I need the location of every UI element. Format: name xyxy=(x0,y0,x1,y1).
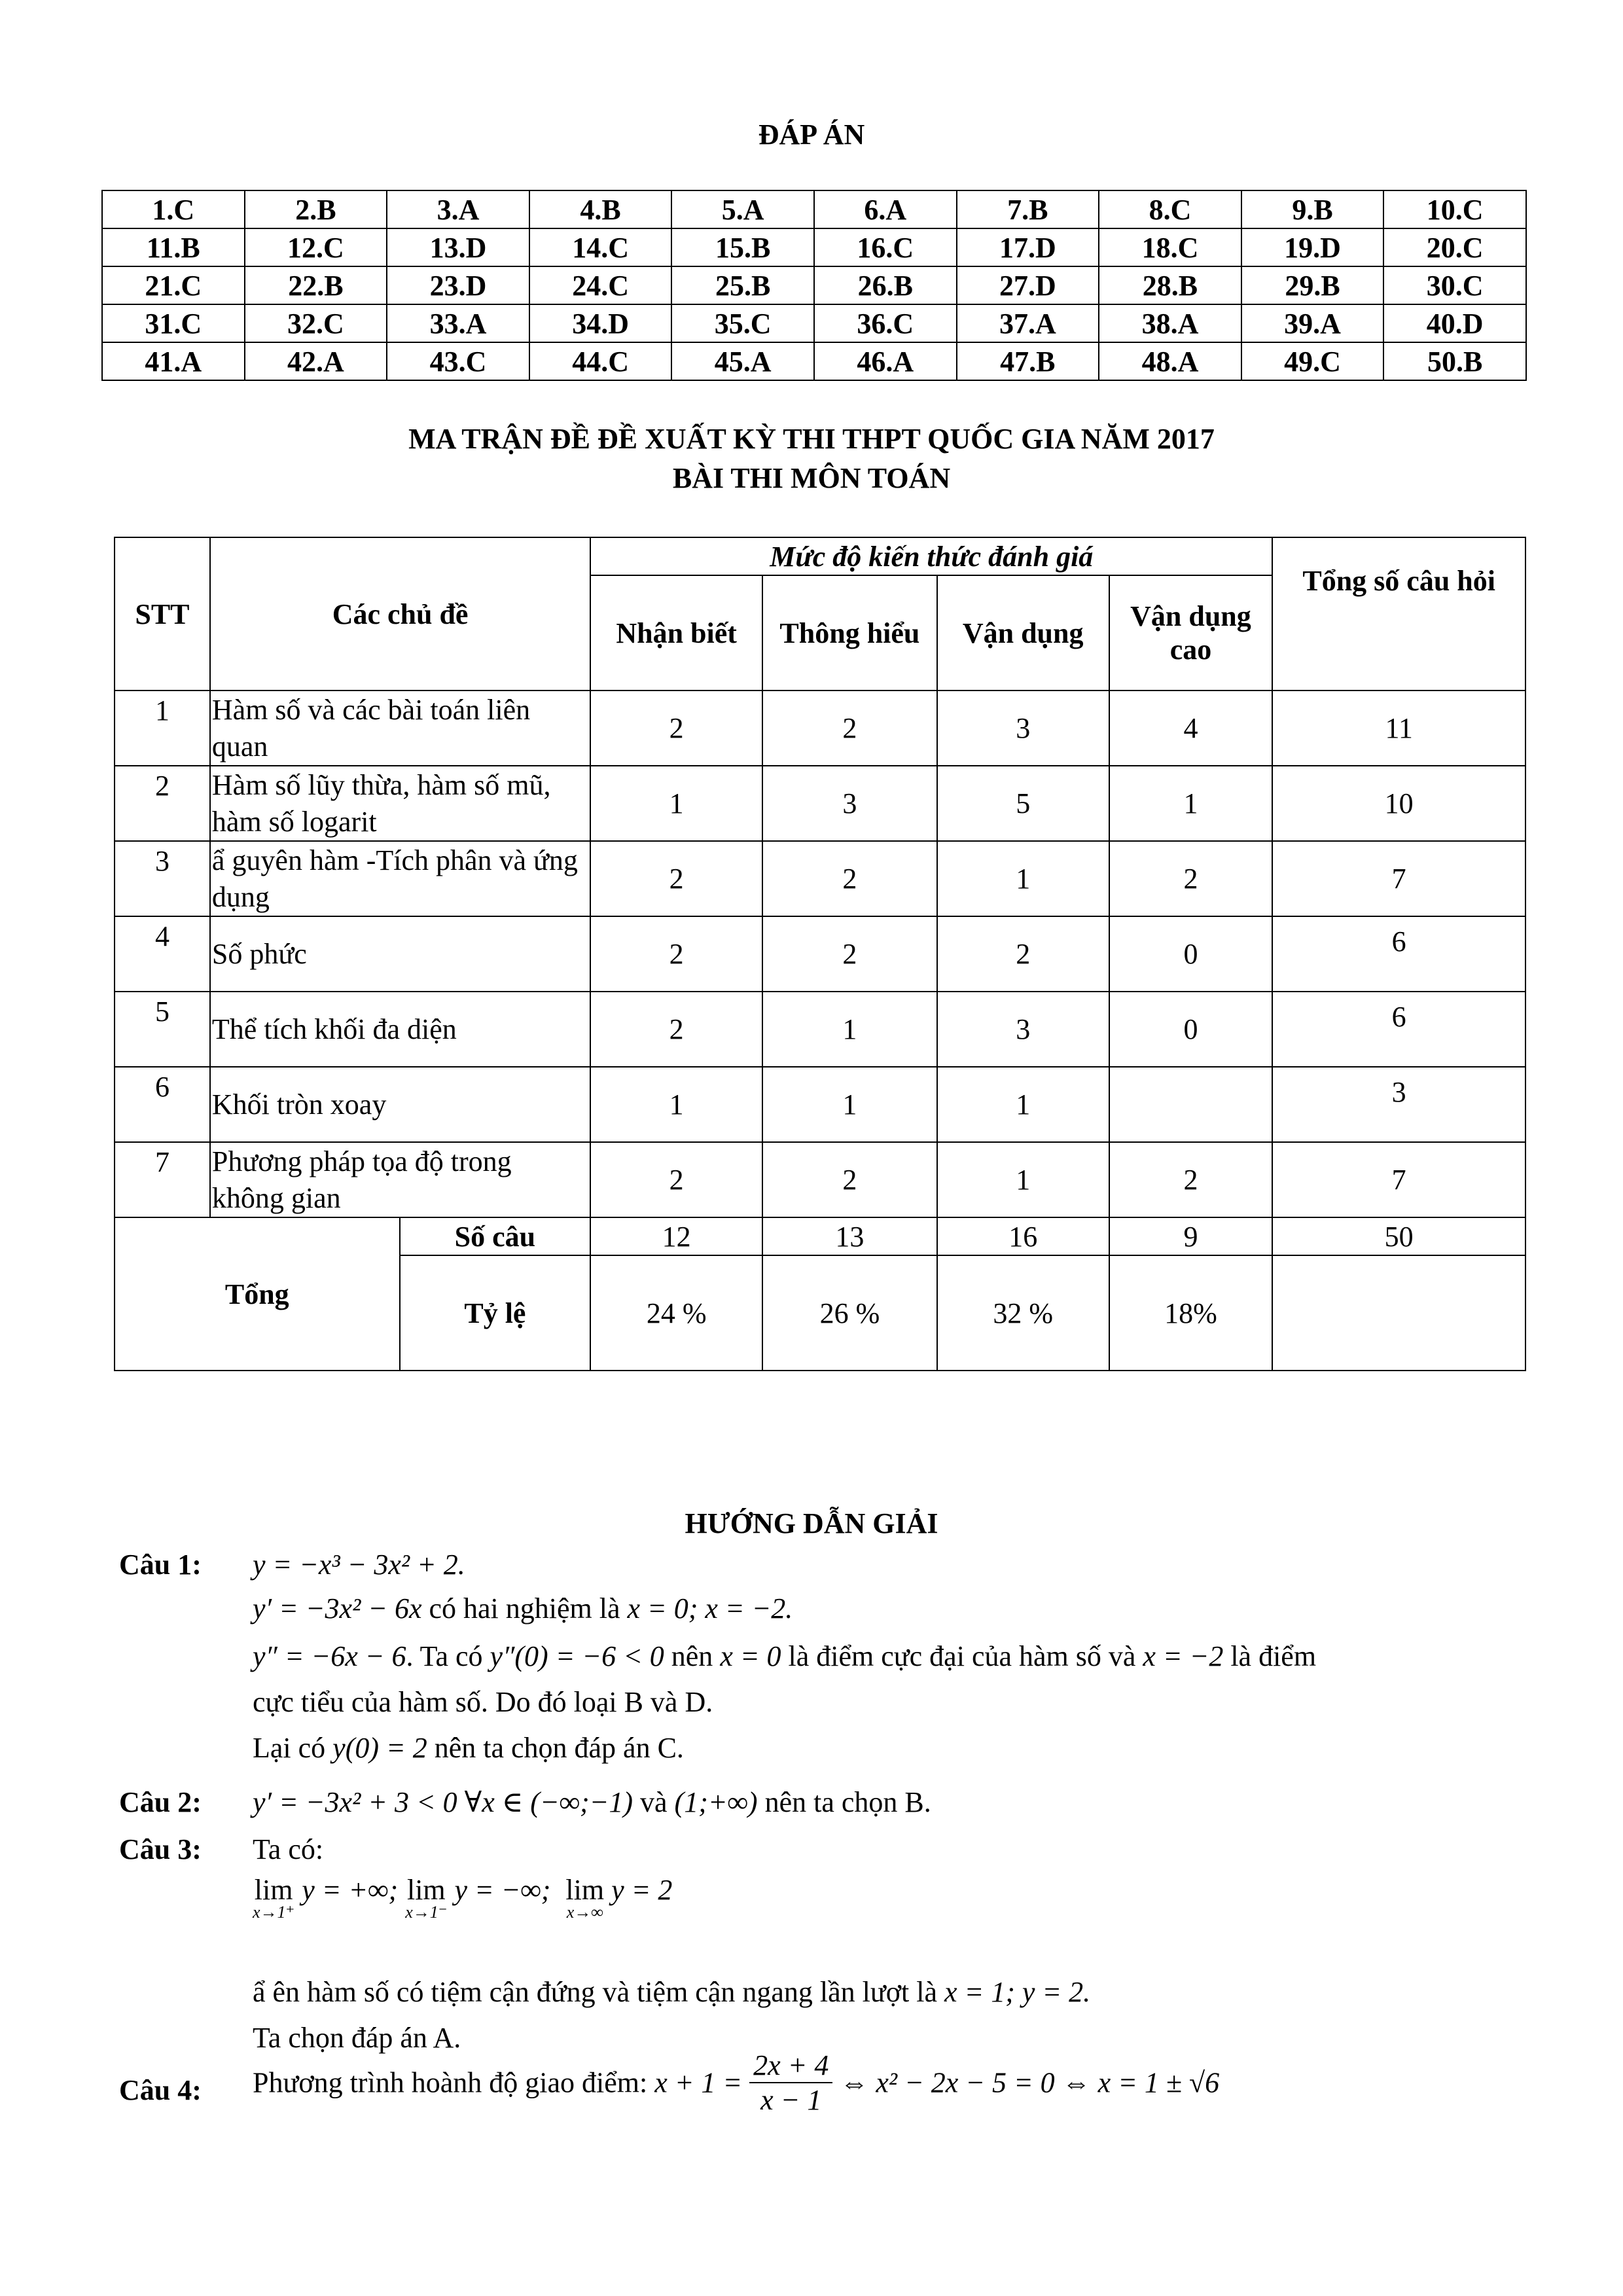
row-value: 2 xyxy=(590,1142,762,1217)
q1-label: Câu 1: xyxy=(119,1549,202,1581)
row-stt: 2 xyxy=(115,766,210,841)
matrix-row xyxy=(115,916,1525,992)
answer-cell: 28.B xyxy=(1099,266,1241,304)
answer-cell: 26.B xyxy=(814,266,957,304)
row-value: 0 xyxy=(1109,992,1273,1067)
ratio-cell: 18% xyxy=(1109,1255,1273,1371)
answer-cell: 29.B xyxy=(1241,266,1384,304)
matrix-row xyxy=(115,1067,1525,1142)
row-topic: Số phức xyxy=(210,916,590,992)
header-total: Tổng số câu hỏi xyxy=(1272,537,1525,691)
answer-cell: 27.D xyxy=(957,266,1099,304)
row-value: 3 xyxy=(937,691,1109,766)
row-total: 7 xyxy=(1272,841,1525,916)
answer-row xyxy=(102,304,1526,342)
answer-cell: 11.B xyxy=(102,228,245,266)
row-value: 1 xyxy=(590,766,762,841)
row-topic: ẩ guyên hàm -Tích phân và ứng dụng xyxy=(210,841,590,916)
q1-line4: cực tiểu của hàm số. Do đó loại B và D. xyxy=(253,1686,713,1718)
header-group: Mức độ kiến thức đánh giá xyxy=(590,537,1272,575)
q2-label: Câu 2: xyxy=(119,1786,202,1818)
row-value: 2 xyxy=(590,992,762,1067)
answer-row xyxy=(102,342,1526,380)
row-total: 6 xyxy=(1272,916,1525,992)
row-value: 1 xyxy=(1109,766,1273,841)
answer-cell: 50.B xyxy=(1383,342,1526,380)
q3-label: Câu 3: xyxy=(119,1833,202,1865)
answer-cell: 4.B xyxy=(529,190,672,228)
matrix-row xyxy=(115,1142,1525,1217)
answer-cell: 9.B xyxy=(1241,190,1384,228)
answer-cell: 45.A xyxy=(671,342,814,380)
matrix-title-line1: MA TRẬN ĐỀ ĐỀ XUẤT KỲ THI THPT QUỐC GIA NĂM 2017 xyxy=(408,423,1215,455)
answer-cell: 49.C xyxy=(1241,342,1384,380)
row-total: 7 xyxy=(1272,1142,1525,1217)
q1-line2: y′ = −3x² − 6x có hai nghiệm là x = 0; x = −2. xyxy=(253,1592,793,1624)
row-value: 2 xyxy=(590,691,762,766)
answer-cell: 23.D xyxy=(387,266,529,304)
ratio-cell: 26 % xyxy=(762,1255,937,1371)
row-topic: Phương pháp tọa độ trong không gian xyxy=(210,1142,590,1217)
summary-label: Tổng xyxy=(115,1217,400,1371)
answer-title: ĐÁP ÁN xyxy=(758,118,865,151)
answer-cell: 37.A xyxy=(957,304,1099,342)
row-value: 2 xyxy=(937,916,1109,992)
ratio-cell: 32 % xyxy=(937,1255,1109,1371)
count-cell: 12 xyxy=(590,1217,762,1255)
q1-line1: y = −x³ − 3x² + 2. xyxy=(253,1549,465,1581)
q1-line3: y″ = −6x − 6. Ta có y″(0) = −6 < 0 nên x = 0 là điểm cực đại của hàm số và x = −2 là điểm xyxy=(253,1640,1317,1672)
q3-limits: lim x→1⁺ y = +∞; lim x→1⁻ y = −∞; lim x→∞ y = 2 xyxy=(253,1874,673,1922)
row-value: 1 xyxy=(590,1067,762,1142)
q4-line: Phương trình hoành độ giao điểm: x + 1 = $\frac{2x + 4}{x - 1}$ ⇔ x² − 2x − 5 = 0 ⇔ x = 1 ± √6 xyxy=(253,2049,1220,2116)
row-total: 3 xyxy=(1272,1067,1525,1142)
count-label: Số câu xyxy=(400,1217,591,1255)
answer-cell: 1.C xyxy=(102,190,245,228)
answer-cell: 40.D xyxy=(1383,304,1526,342)
row-value: 1 xyxy=(762,1067,937,1142)
answer-cell: 7.B xyxy=(957,190,1099,228)
row-total: 11 xyxy=(1272,691,1525,766)
header-level3: Vận dụng xyxy=(937,575,1109,691)
row-topic: Khối tròn xoay xyxy=(210,1067,590,1142)
header-stt: STT xyxy=(115,537,210,691)
answer-cell: 38.A xyxy=(1099,304,1241,342)
answer-cell: 24.C xyxy=(529,266,672,304)
answer-cell: 13.D xyxy=(387,228,529,266)
row-value: 3 xyxy=(762,766,937,841)
row-total: 6 xyxy=(1272,992,1525,1067)
answer-cell: 21.C xyxy=(102,266,245,304)
header-level2: Thông hiểu xyxy=(762,575,937,691)
answer-cell: 17.D xyxy=(957,228,1099,266)
row-value: 2 xyxy=(1109,841,1273,916)
q1-line5: Lại có y(0) = 2 nên ta chọn đáp án C. xyxy=(253,1732,684,1764)
header-level1: Nhận biết xyxy=(590,575,762,691)
row-value: 0 xyxy=(1109,916,1273,992)
row-stt: 3 xyxy=(115,841,210,916)
answer-cell: 48.A xyxy=(1099,342,1241,380)
row-value: 2 xyxy=(762,841,937,916)
header-topics: Các chủ đề xyxy=(210,537,590,691)
ratio-label: Tỷ lệ xyxy=(400,1255,591,1371)
answer-cell: 2.B xyxy=(245,190,387,228)
answer-cell: 15.B xyxy=(671,228,814,266)
count-cell: 13 xyxy=(762,1217,937,1255)
answer-row xyxy=(102,228,1526,266)
answer-cell: 47.B xyxy=(957,342,1099,380)
q3-line3: ẩ ên hàm số có tiệm cận đứng và tiệm cận ngang lần lượt là x = 1; y = 2. xyxy=(253,1976,1091,2008)
row-value: 2 xyxy=(590,841,762,916)
row-stt: 6 xyxy=(115,1067,210,1142)
answer-cell: 16.C xyxy=(814,228,957,266)
answer-cell: 19.D xyxy=(1241,228,1384,266)
row-value: 3 xyxy=(937,992,1109,1067)
q3-line1: Ta có: xyxy=(253,1833,324,1865)
answer-cell: 6.A xyxy=(814,190,957,228)
answer-cell: 41.A xyxy=(102,342,245,380)
matrix-row xyxy=(115,841,1525,916)
answer-cell: 14.C xyxy=(529,228,672,266)
row-topic: Thể tích khối đa diện xyxy=(210,992,590,1067)
header-level4: Vận dụng cao xyxy=(1109,575,1273,691)
answer-cell: 22.B xyxy=(245,266,387,304)
matrix-row xyxy=(115,691,1525,766)
row-value xyxy=(1109,1067,1273,1142)
row-value: 5 xyxy=(937,766,1109,841)
answer-cell: 44.C xyxy=(529,342,672,380)
matrix-row xyxy=(115,992,1525,1067)
count-cell: 16 xyxy=(937,1217,1109,1255)
answer-cell: 3.A xyxy=(387,190,529,228)
answer-cell: 42.A xyxy=(245,342,387,380)
row-stt: 1 xyxy=(115,691,210,766)
answer-cell: 34.D xyxy=(529,304,672,342)
answer-cell: 39.A xyxy=(1241,304,1384,342)
row-value: 2 xyxy=(1109,1142,1273,1217)
answer-cell: 8.C xyxy=(1099,190,1241,228)
row-value: 2 xyxy=(762,916,937,992)
row-total: 10 xyxy=(1272,766,1525,841)
count-cell: 9 xyxy=(1109,1217,1273,1255)
solutions-title: HƯỚNG DẪN GIẢI xyxy=(685,1507,938,1539)
count-total: 50 xyxy=(1272,1217,1525,1255)
answer-cell: 33.A xyxy=(387,304,529,342)
answer-cell: 20.C xyxy=(1383,228,1526,266)
answer-cell: 46.A xyxy=(814,342,957,380)
answer-cell: 32.C xyxy=(245,304,387,342)
answer-cell: 10.C xyxy=(1383,190,1526,228)
row-topic: Hàm số và các bài toán liên quan xyxy=(210,691,590,766)
row-value: 2 xyxy=(762,1142,937,1217)
ratio-cell: 24 % xyxy=(590,1255,762,1371)
answer-row xyxy=(102,266,1526,304)
q3-line4: Ta chọn đáp án A. xyxy=(253,2022,461,2054)
answer-cell: 12.C xyxy=(245,228,387,266)
answer-row xyxy=(102,190,1526,228)
row-stt: 7 xyxy=(115,1142,210,1217)
row-value: 2 xyxy=(762,691,937,766)
q2-line: y′ = −3x² + 3 < 0 ∀x ∈ (−∞;−1) và (1;+∞) nên ta chọn B. xyxy=(253,1786,931,1818)
matrix-row xyxy=(115,766,1525,841)
answer-cell: 18.C xyxy=(1099,228,1241,266)
answer-table xyxy=(101,190,1527,381)
row-stt: 5 xyxy=(115,992,210,1067)
answer-cell: 25.B xyxy=(671,266,814,304)
q4-label: Câu 4: xyxy=(119,2074,202,2106)
matrix-title-line2: BÀI THI MÔN TOÁN xyxy=(672,462,951,494)
answer-cell: 31.C xyxy=(102,304,245,342)
row-value: 1 xyxy=(937,1067,1109,1142)
row-topic: Hàm số lũy thừa, hàm số mũ, hàm số logarit xyxy=(210,766,590,841)
row-value: 1 xyxy=(937,1142,1109,1217)
row-value: 4 xyxy=(1109,691,1273,766)
row-value: 1 xyxy=(937,841,1109,916)
matrix-table xyxy=(114,537,1526,1371)
answer-cell: 30.C xyxy=(1383,266,1526,304)
answer-cell: 36.C xyxy=(814,304,957,342)
answer-cell: 43.C xyxy=(387,342,529,380)
answer-cell: 35.C xyxy=(671,304,814,342)
answer-cell: 5.A xyxy=(671,190,814,228)
ratio-total xyxy=(1272,1255,1525,1371)
row-value: 2 xyxy=(590,916,762,992)
row-value: 1 xyxy=(762,992,937,1067)
row-stt: 4 xyxy=(115,916,210,992)
